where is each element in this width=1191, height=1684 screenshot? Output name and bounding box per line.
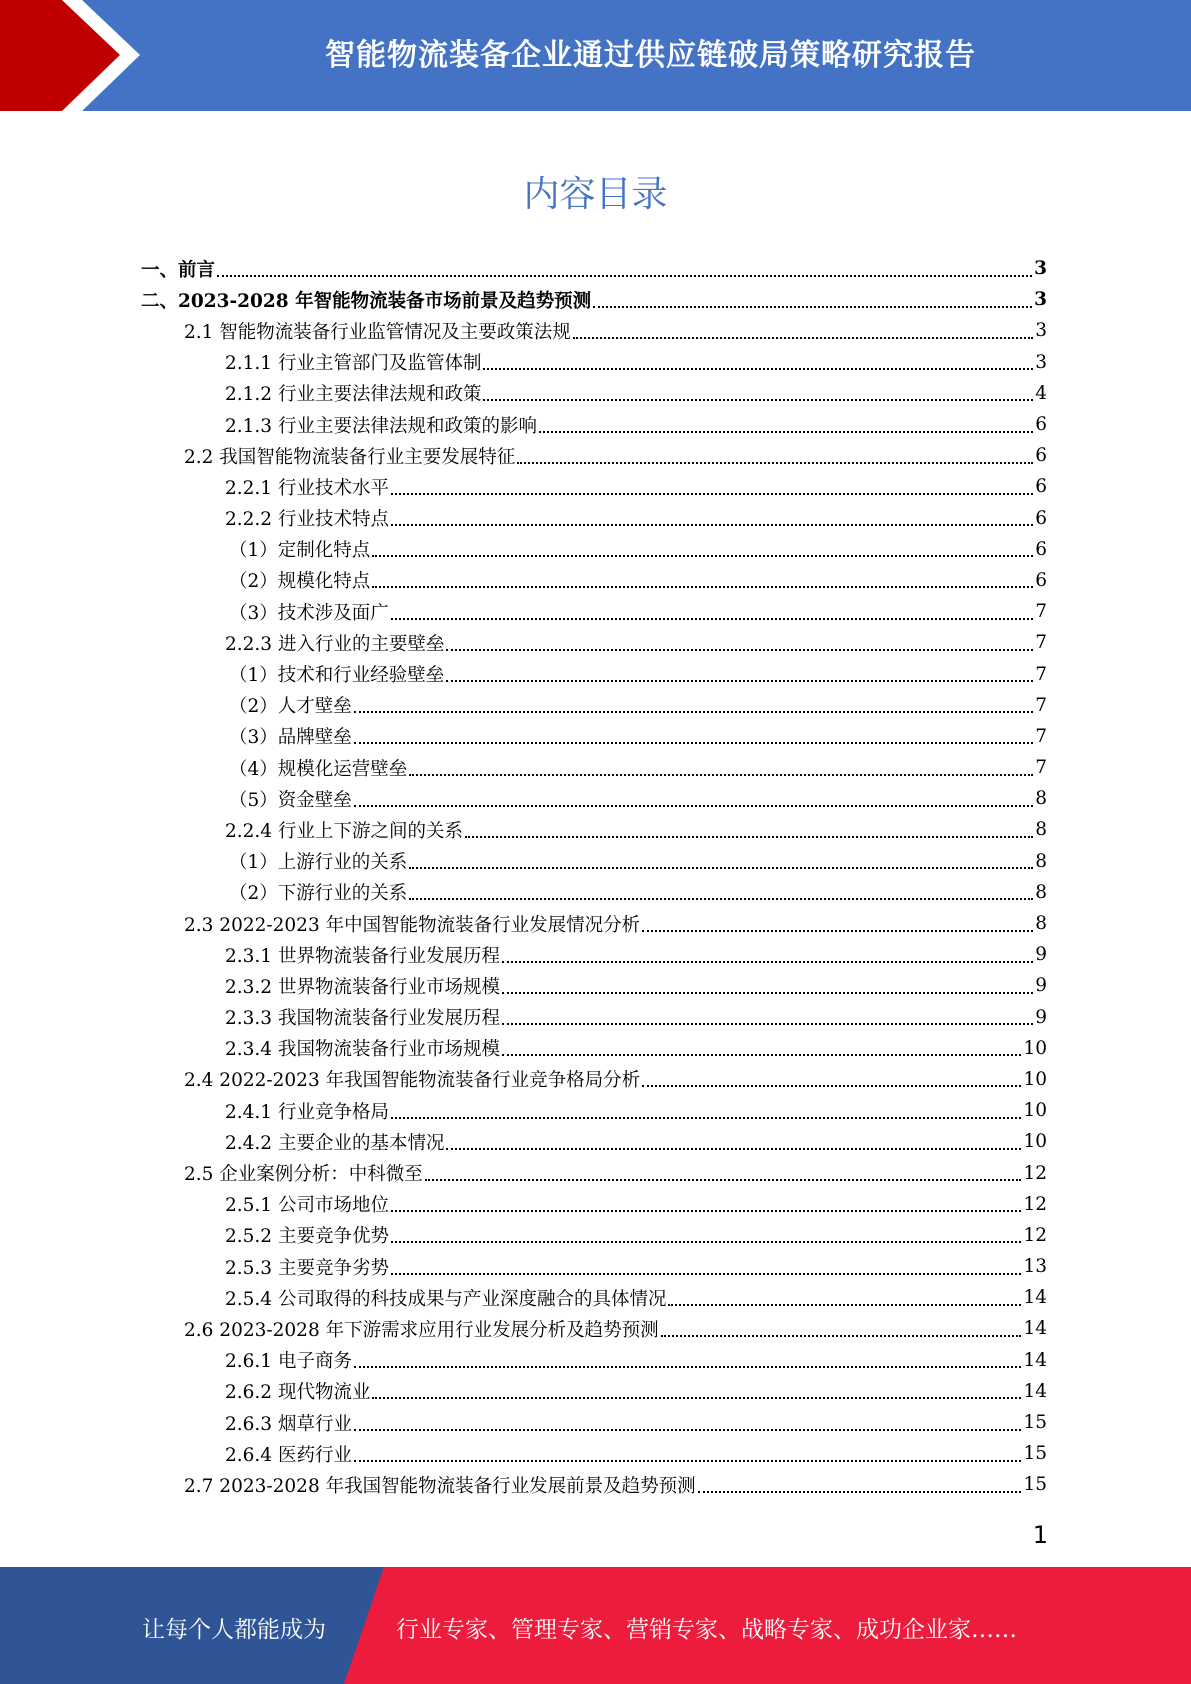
toc-entry[interactable] [141,658,1047,689]
toc-entry-page: 6 [1035,507,1047,529]
toc-entry-page: 7 [1035,632,1047,654]
toc-dot-leader [465,836,1033,838]
toc-entry-label: 2.3.2 世界物流装备行业市场规模 [225,976,500,998]
toc-entry-page: 8 [1035,881,1047,903]
toc-heading: 内容目录 [523,174,668,215]
toc-entry[interactable] [141,1251,1047,1282]
toc-entry[interactable] [141,1064,1047,1095]
toc-entry[interactable] [141,783,1047,814]
toc-dot-leader [642,1085,1021,1087]
toc-entry[interactable] [141,627,1047,658]
toc-entry-page: 6 [1035,538,1047,560]
toc-entry-page: 3 [1035,351,1047,373]
toc-entry-page: 10 [1023,1068,1047,1090]
toc-dot-leader [354,805,1033,807]
toc-dot-leader [668,1304,1021,1306]
toc-entry-page: 6 [1035,414,1047,436]
toc-entry[interactable] [141,409,1047,440]
toc-entry-page: 7 [1035,601,1047,623]
toc-entry[interactable] [141,752,1047,783]
toc-entry-page: 9 [1035,975,1047,997]
footer-slogan-right: 行业专家、管理专家、营销专家、战略专家、成功企业家…… [396,1617,1017,1643]
toc-entry[interactable] [141,1095,1047,1126]
toc-entry[interactable] [141,1157,1047,1188]
toc-entry[interactable] [141,908,1047,939]
toc-entry[interactable] [141,347,1047,378]
toc-dot-leader [502,961,1033,963]
toc-dot-leader [502,1054,1021,1056]
toc-entry-label: （5）资金壁垒 [229,789,352,811]
toc-entry-label: 2.6.4 医药行业 [225,1444,352,1466]
toc-entry-page: 8 [1035,819,1047,841]
toc-entry-page: 7 [1035,663,1047,685]
toc-dot-leader [483,368,1033,370]
toc-dot-leader [391,618,1033,620]
toc-entry-label: 2.4 2022-2023 年我国智能物流装备行业竞争格局分析 [184,1070,641,1092]
toc-entry-page: 6 [1035,569,1047,591]
toc-entry-page: 13 [1023,1256,1047,1278]
toc-entry-label: （1）技术和行业经验壁垒 [229,665,445,687]
toc-dot-leader [354,711,1033,713]
toc-entry-page: 14 [1023,1287,1047,1309]
toc-entry[interactable] [141,471,1047,502]
toc-dot-leader [446,649,1033,651]
toc-dot-leader [483,399,1033,401]
toc-entry-label: 2.1.1 行业主管部门及监管体制 [225,353,482,375]
toc-entry-label: 一、前言 [141,259,216,281]
toc-entry-label: 2.6 2023-2028 年下游需求应用行业发展分析及趋势预测 [184,1319,659,1341]
toc-entry-label: 2.6.1 电子商务 [225,1351,352,1373]
toc-dot-leader [409,898,1033,900]
toc-dot-leader [391,1273,1021,1275]
toc-dot-leader [391,1117,1021,1119]
toc-entry[interactable] [141,596,1047,627]
toc-dot-leader [661,1335,1022,1337]
toc-entry-page: 3 [1035,320,1047,342]
toc-entry-page: 9 [1035,944,1047,966]
toc-dot-leader [446,1148,1021,1150]
toc-entry[interactable] [141,1345,1047,1376]
toc-entry-label: （2）人才壁垒 [229,696,352,718]
toc-entry-page: 14 [1023,1349,1047,1371]
toc-entry-label: 2.1.2 行业主要法律法规和政策 [225,384,482,406]
toc-entry-page: 15 [1023,1412,1047,1434]
toc-entry-label: 二、2023-2028 年智能物流装备市场前景及趋势预测 [141,290,592,312]
toc-entry[interactable] [141,690,1047,721]
toc-entry-page: 4 [1035,382,1047,404]
toc-entry[interactable] [141,939,1047,970]
toc-entry[interactable] [141,1126,1047,1157]
toc-dot-leader [425,1179,1022,1181]
toc-entry-label: 2.1 智能物流装备行业监管情况及主要政策法规 [184,321,571,343]
toc-dot-leader [593,306,1032,308]
toc-entry-label: 2.5.4 公司取得的科技成果与产业深度融合的具体情况 [225,1288,667,1310]
toc-entry-label: 2.6.3 烟草行业 [225,1413,352,1435]
toc-entry-label: （3）品牌壁垒 [229,727,352,749]
toc-entry[interactable] [141,721,1047,752]
toc-entry-page: 14 [1023,1380,1047,1402]
toc-entry-page: 15 [1023,1443,1047,1465]
toc-entry-label: （1）上游行业的关系 [229,852,408,874]
toc-dot-leader [354,742,1033,744]
toc-entry-label: 2.3.3 我国物流装备行业发展历程 [225,1008,500,1030]
page-footer [0,1567,1191,1684]
toc-entry-page: 15 [1023,1474,1047,1496]
toc-entry-page: 14 [1023,1318,1047,1340]
toc-dot-leader [354,1429,1022,1431]
toc-entry[interactable] [141,846,1047,877]
toc-dot-leader [698,1491,1022,1493]
report-title: 智能物流装备企业通过供应链破局策略研究报告 [325,38,976,73]
toc-dot-leader [354,1460,1022,1462]
toc-entry-label: 2.7 2023-2028 年我国智能物流装备行业发展前景及趋势预测 [184,1475,696,1497]
toc-entry-label: 2.4.2 主要企业的基本情况 [225,1132,445,1154]
toc-entry-label: 2.2 我国智能物流装备行业主要发展特征 [184,446,516,468]
toc-entry-label: 2.5.3 主要竞争劣势 [225,1257,389,1279]
toc-entry[interactable] [141,1376,1047,1407]
toc-entry-label: 2.4.1 行业竞争格局 [225,1101,389,1123]
toc-entry-label: 2.6.2 现代物流业 [225,1382,371,1404]
toc-entry-page: 12 [1023,1193,1047,1215]
toc-entry[interactable] [141,284,1047,315]
toc-entry-page: 9 [1035,1006,1047,1028]
toc-entry-label: 2.5.2 主要竞争优势 [225,1226,389,1248]
toc-entry[interactable] [141,440,1047,471]
toc-entry[interactable] [141,1189,1047,1220]
toc-entry-page: 3 [1034,289,1047,311]
toc-entry[interactable] [141,1220,1047,1251]
toc-entry-label: 2.3.4 我国物流装备行业市场规模 [225,1039,500,1061]
toc-entry-page: 8 [1035,788,1047,810]
toc-dot-leader [642,930,1033,932]
page-header [0,0,1191,111]
toc-entry[interactable] [141,503,1047,534]
toc-entry-page: 7 [1035,694,1047,716]
toc-entry[interactable] [141,1469,1047,1500]
toc-dot-leader [391,1241,1021,1243]
toc-dot-leader [391,493,1033,495]
toc-entry-label: （4）规模化运营壁垒 [229,758,408,780]
toc-entry[interactable] [141,1313,1047,1344]
toc-entry-label: 2.3 2022-2023 年中国智能物流装备行业发展情况分析 [184,914,641,936]
footer-slogan-left: 让每个人都能成为 [142,1617,326,1643]
toc-entry[interactable] [141,1407,1047,1438]
toc-entry-page: 8 [1035,850,1047,872]
toc-entry[interactable] [141,970,1047,1001]
toc-entry-page: 6 [1035,445,1047,467]
toc-dot-leader [391,1210,1021,1212]
toc-dot-leader [502,1023,1033,1025]
toc-entry-page: 3 [1034,258,1047,280]
toc-entry[interactable] [141,877,1047,908]
toc-entry-page: 10 [1023,1037,1047,1059]
toc-entry[interactable] [141,534,1047,565]
toc-entry-label: 2.3.1 世界物流装备行业发展历程 [225,945,500,967]
toc-entry[interactable] [141,1002,1047,1033]
table-of-contents [141,253,1047,1501]
arrow-chevron-icon [0,0,120,111]
toc-entry[interactable] [141,814,1047,845]
toc-entry[interactable] [141,1033,1047,1064]
toc-entry[interactable] [141,378,1047,409]
toc-entry-label: 2.5 企业案例分析：中科微至 [184,1164,423,1186]
toc-dot-leader [502,992,1033,994]
toc-entry[interactable] [141,565,1047,596]
toc-entry-page: 12 [1023,1224,1047,1246]
toc-dot-leader [372,555,1033,557]
toc-entry-label: （3）技术涉及面广 [229,602,389,624]
toc-entry-label: 2.2.2 行业技术特点 [225,509,389,531]
toc-entry-page: 12 [1023,1162,1047,1184]
toc-dot-leader [409,867,1033,869]
toc-dot-leader [372,586,1033,588]
toc-dot-leader [217,275,1032,277]
toc-dot-leader [446,680,1033,682]
toc-entry-page: 7 [1035,757,1047,779]
toc-dot-leader [539,431,1033,433]
toc-dot-leader [354,1366,1022,1368]
toc-entry-label: （1）定制化特点 [229,540,371,562]
toc-entry[interactable] [141,1438,1047,1469]
toc-entry-label: 2.1.3 行业主要法律法规和政策的影响 [225,415,537,437]
toc-entry-label: （2）规模化特点 [229,571,371,593]
toc-entry[interactable] [141,315,1047,346]
toc-dot-leader [409,774,1033,776]
toc-dot-leader [517,462,1033,464]
toc-entry[interactable] [141,253,1047,284]
toc-entry-page: 6 [1035,476,1047,498]
page-number: 1 [1032,1521,1048,1549]
toc-dot-leader [391,524,1033,526]
toc-entry-page: 10 [1023,1131,1047,1153]
toc-dot-leader [372,1397,1021,1399]
toc-entry-label: （2）下游行业的关系 [229,883,408,905]
toc-entry-page: 7 [1035,725,1047,747]
toc-entry-label: 2.2.1 行业技术水平 [225,477,389,499]
toc-entry-label: 2.2.4 行业上下游之间的关系 [225,820,463,842]
toc-entry-label: 2.5.1 公司市场地位 [225,1195,389,1217]
toc-entry[interactable] [141,1282,1047,1313]
toc-entry-page: 8 [1035,913,1047,935]
toc-entry-label: 2.2.3 进入行业的主要壁垒 [225,633,445,655]
toc-dot-leader [573,337,1033,339]
toc-entry-page: 10 [1023,1100,1047,1122]
